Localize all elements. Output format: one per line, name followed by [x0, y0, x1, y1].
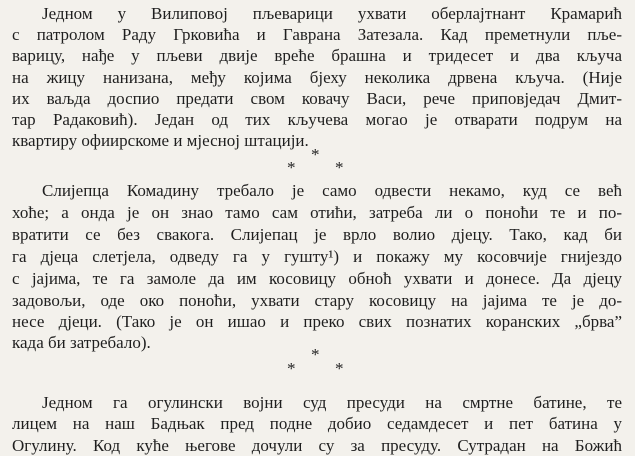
text-line: лицем на наш Бадњак пред подне добио седамдесет и пет батина у: [12, 414, 622, 433]
text-line: несе дјеци. (Тако је он ишао и преко свих познатих коранских „брва”: [12, 312, 622, 331]
section-separator: [0, 340, 635, 376]
text-line: тар Радаковић). Један од тих кључева могао је отварати подрум на: [12, 110, 622, 129]
text-line: их ваљда доспио предати свом ковачу Васи, рече приповједач Дмит-: [12, 89, 622, 108]
text-line: када би затребало).: [12, 333, 151, 352]
separator-star: *: [311, 145, 320, 164]
text-line: с јајима, те га замоле да им косовицу обноћ ухвати и донесе. Да дјецу: [12, 269, 622, 288]
separator-star: *: [335, 359, 344, 378]
text-line: хоће; а онда је он знао тамо сам отићи, затреба ли о поноћи те и по-: [12, 203, 622, 222]
separator-star: *: [335, 158, 344, 177]
text-line: на жицу нанизана, међу којима бјеху неколика дрвена кључа. (Није: [12, 68, 622, 87]
section-separator: [0, 142, 635, 178]
text-line: варицу, нађе у пљеви двије врећe брашна и тридесет и два кључа: [12, 46, 622, 65]
text-line: вратити се без свакога. Слијепац је врло волио дјецу. Тако, кад би: [12, 225, 622, 244]
text-line: с патролом Раду Грковића и Гаврана Затезала. Кад преметнули пље-: [12, 25, 622, 44]
separator-star: *: [287, 359, 296, 378]
text-line: Једном у Вилиповој пљеварици ухвати оберлајтнант Крамарић: [42, 4, 622, 23]
text-line: га дјеца слетјела, одведу га у гушту¹) и покажу му косовчије гнијездо: [12, 247, 622, 266]
separator-star: *: [287, 158, 296, 177]
text-line: квартиру офиирскоме и мјесној штацији.: [12, 131, 309, 150]
text-line: Огулину. Код куће његове дочули су за пресуду. Сутрадан на Божић: [12, 436, 622, 455]
text-line: задовољи, оде око поноћи, ухвати стару косовицу на јајима те је до-: [12, 291, 622, 310]
separator-star: *: [311, 345, 320, 364]
text-line: Једном га огулински војни суд пресуди на смртне батине, те: [42, 393, 622, 412]
text-line: Слијепца Комадину требало је само одвести некамо, куд се већ: [42, 181, 622, 200]
